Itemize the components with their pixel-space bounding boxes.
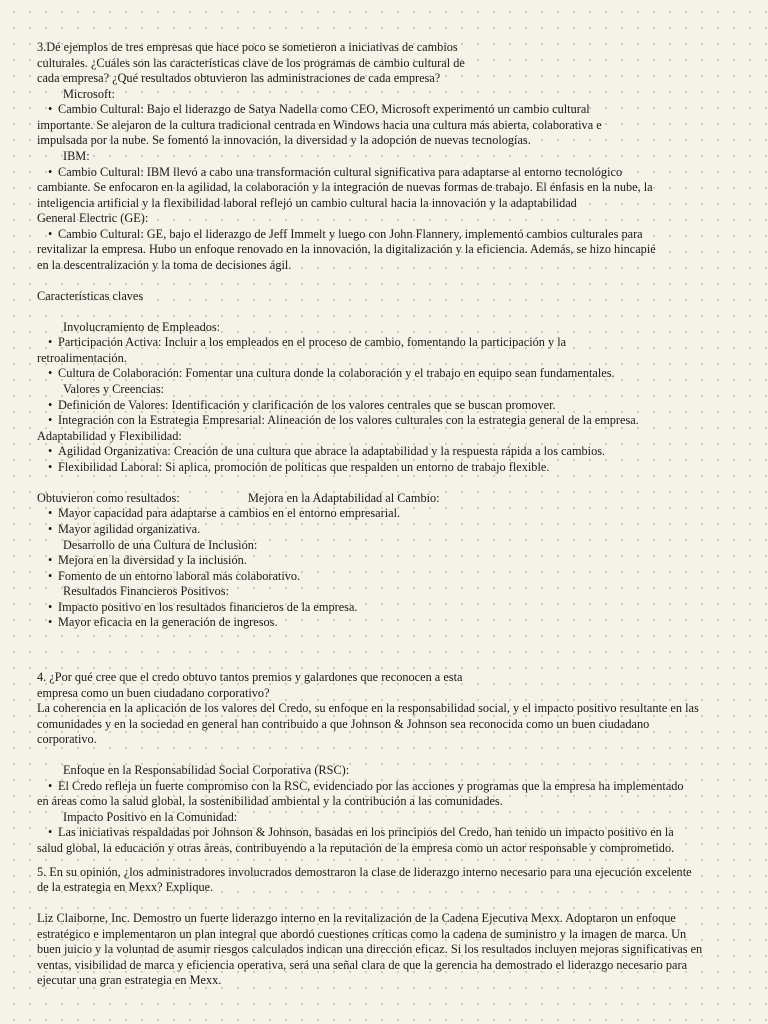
q4-community-bullet: • Las iniciativas respaldadas por Johnson & Johnson, basadas en los principios del Credo, han tenido un impacto positivo en la bbox=[48, 825, 674, 840]
results-intro: Obtuvieron como resultados: bbox=[37, 491, 180, 505]
key-features-heading: Características claves bbox=[37, 289, 144, 303]
q4-rsc-bullet: • El Credo refleja un fuerte compromiso con la RSC, evidenciado por las acciones y programas que la empresa ha implementado bbox=[48, 779, 684, 794]
feature-bullet: • Agilidad Organizativa: Creación de una cultura que abrace la adaptabilidad y la respuesta rápida a los cambios. bbox=[48, 444, 605, 459]
q5-answer-line-4: ventas, visibilidad de marca y eficiencia operativa, será una señal clara de que la gerencia ha demostrado el liderazgo necesario para bbox=[37, 958, 688, 972]
q4-group-title-rsc: Enfoque en la Responsabilidad Social Corporativa (RSC): bbox=[63, 763, 350, 777]
ibm-cultural-change-line-3: inteligencia artificial y la flexibilidad laboral reflejó un cambio cultural hacia la innovación y la adaptabilidad bbox=[37, 196, 577, 210]
feature-group-title: Involucramiento de Empleados: bbox=[63, 320, 221, 334]
q4-community-bullet-continuation: salud global, la educación y otras áreas, contribuyendo a la reputación de la empresa como un actor responsable y comprometido. bbox=[37, 841, 675, 855]
q3-question-line-2: culturales. ¿Cuáles son las características clave de los programas de cambio cultural de bbox=[37, 56, 465, 70]
result-bullet: • Impacto positivo en los resultados financieros de la empresa. bbox=[48, 600, 357, 615]
ge-cultural-change-line-3: en la descentralización y la toma de decisiones ágil. bbox=[37, 258, 292, 272]
feature-bullet-continuation: retroalimentación. bbox=[37, 351, 127, 365]
q4-group-title-community: Impacto Positivo en la Comunidad: bbox=[63, 810, 238, 824]
result-bullet: • Mejora en la diversidad y la inclusión. bbox=[48, 553, 247, 568]
q5-answer-line-5: ejecutar una gran estrategia en Mexx. bbox=[37, 973, 222, 987]
result-group-title: Desarrollo de una Cultura de Inclusión: bbox=[63, 538, 258, 552]
q3-question-line-1: 3.Dé ejemplos de tres empresas que hace poco se sometieron a iniciativas de cambios bbox=[37, 40, 458, 54]
microsoft-cultural-change-line-3: impulsada por la nube. Se fomentó la innovación, la diversidad y la adopción de nuevas tecnologías. bbox=[37, 133, 531, 147]
ge-cultural-change-line-2: revitalizar la empresa. Hubo un enfoque renovado en la innovación, la digitalización y la eficiencia. Además, se hizo hincapié bbox=[37, 242, 656, 256]
q4-rsc-bullet-continuation: en áreas como la salud global, la sostenibilidad ambiental y la contribución a las comunidades. bbox=[37, 794, 503, 808]
result-group-title: Mejora en la Adaptabilidad al Cambio: bbox=[248, 491, 440, 505]
q3-question-line-3: cada empresa? ¿Qué resultados obtuvieron las administraciones de cada empresa? bbox=[37, 71, 441, 85]
company-heading-ge: General Electric (GE): bbox=[37, 211, 149, 225]
q5-question-line-2: de la estrategia en Mexx? Explique. bbox=[37, 880, 214, 894]
feature-bullet: • Definición de Valores: Identificación y clarificación de los valores centrales que se buscan promover. bbox=[48, 398, 556, 413]
result-group-title: Resultados Financieros Positivos: bbox=[63, 584, 230, 598]
q5-answer-line-1: Liz Claiborne, Inc. Demostro un fuerte liderazgo interno en la revitalización de la Cadena Ejecutiva Mexx. Adoptaron un enfoque bbox=[37, 911, 676, 925]
ibm-cultural-change-line-2: cambiante. Se enfocaron en la agilidad, la colaboración y la integración de nuevas formas de trabajo. El énfasis en la nube, la bbox=[37, 180, 653, 194]
company-heading-ibm: IBM: bbox=[63, 149, 90, 163]
feature-group-title: Adaptabilidad y Flexibilidad: bbox=[37, 429, 182, 443]
company-heading-microsoft: Microsoft: bbox=[63, 87, 115, 101]
result-bullet: • Mayor capacidad para adaptarse a cambios en el entorno empresarial. bbox=[48, 506, 400, 521]
feature-bullet: • Flexibilidad Laboral: Si aplica, promoción de políticas que respalden un entorno de trabajo flexible. bbox=[48, 460, 549, 475]
q5-answer-line-3: buen juicio y la voluntad de asumir riesgos calculados indican una dirección eficaz. Si los resultados incluyen mejoras significativas en bbox=[37, 942, 703, 956]
q4-question-line-2: empresa como un buen ciudadano corporativo? bbox=[37, 686, 270, 700]
q4-answer-line-3: corporativo. bbox=[37, 732, 97, 746]
result-bullet: • Fomento de un entorno laboral más colaborativo. bbox=[48, 569, 300, 584]
feature-bullet: • Cultura de Colaboración: Fomentar una cultura donde la colaboración y el trabajo en equipo sean fundamentales. bbox=[48, 366, 615, 381]
feature-bullet: • Integración con la Estrategia Empresarial: Alineación de los valores culturales con la estrategia general de la empresa. bbox=[48, 413, 639, 428]
ge-cultural-change: • Cambio Cultural: GE, bajo el liderazgo de Jeff Immelt y luego con John Flannery, implementó cambios culturales para bbox=[48, 227, 643, 242]
q4-question-line-1: 4. ¿Por qué cree que el credo obtuvo tantos premios y galardones que reconocen a esta bbox=[37, 670, 463, 684]
feature-bullet: • Participación Activa: Incluir a los empleados en el proceso de cambio, fomentando la participación y la bbox=[48, 335, 566, 350]
q5-answer-line-2: estratégico e implementaron un plan integral que abordó cuestiones críticas como la cadena de suministro y la imagen de marca. Un bbox=[37, 927, 687, 941]
ibm-cultural-change: • Cambio Cultural: IBM llevó a cabo una transformación cultural significativa para adaptarse al entorno tecnológico bbox=[48, 165, 622, 180]
microsoft-cultural-change: • Cambio Cultural: Bajo el liderazgo de Satya Nadella como CEO, Microsoft experimentó un cambio cultural bbox=[48, 102, 590, 117]
feature-group-title: Valores y Creencias: bbox=[63, 382, 165, 396]
q5-question-line-1: 5. En su opinión, ¿los administradores involucrados demostraron la clase de liderazgo interno necesario para una ejecución excelente bbox=[37, 865, 692, 879]
microsoft-cultural-change-line-2: importante. Se alejaron de la cultura tradicional centrada en Windows hacia una cultura más abierta, colaborativa e bbox=[37, 118, 602, 132]
q4-answer-line-2: comunidades y en la sociedad en general han contribuido a que Johnson & Johnson sea reconocida como un buen ciudadano bbox=[37, 717, 650, 731]
result-bullet: • Mayor eficacia en la generación de ingresos. bbox=[48, 615, 278, 630]
result-bullet: • Mayor agilidad organizativa. bbox=[48, 522, 200, 537]
q4-answer-line-1: La coherencia en la aplicación de los valores del Credo, su enfoque en la responsabilidad social, y el impacto positivo resultante en las bbox=[37, 701, 699, 715]
